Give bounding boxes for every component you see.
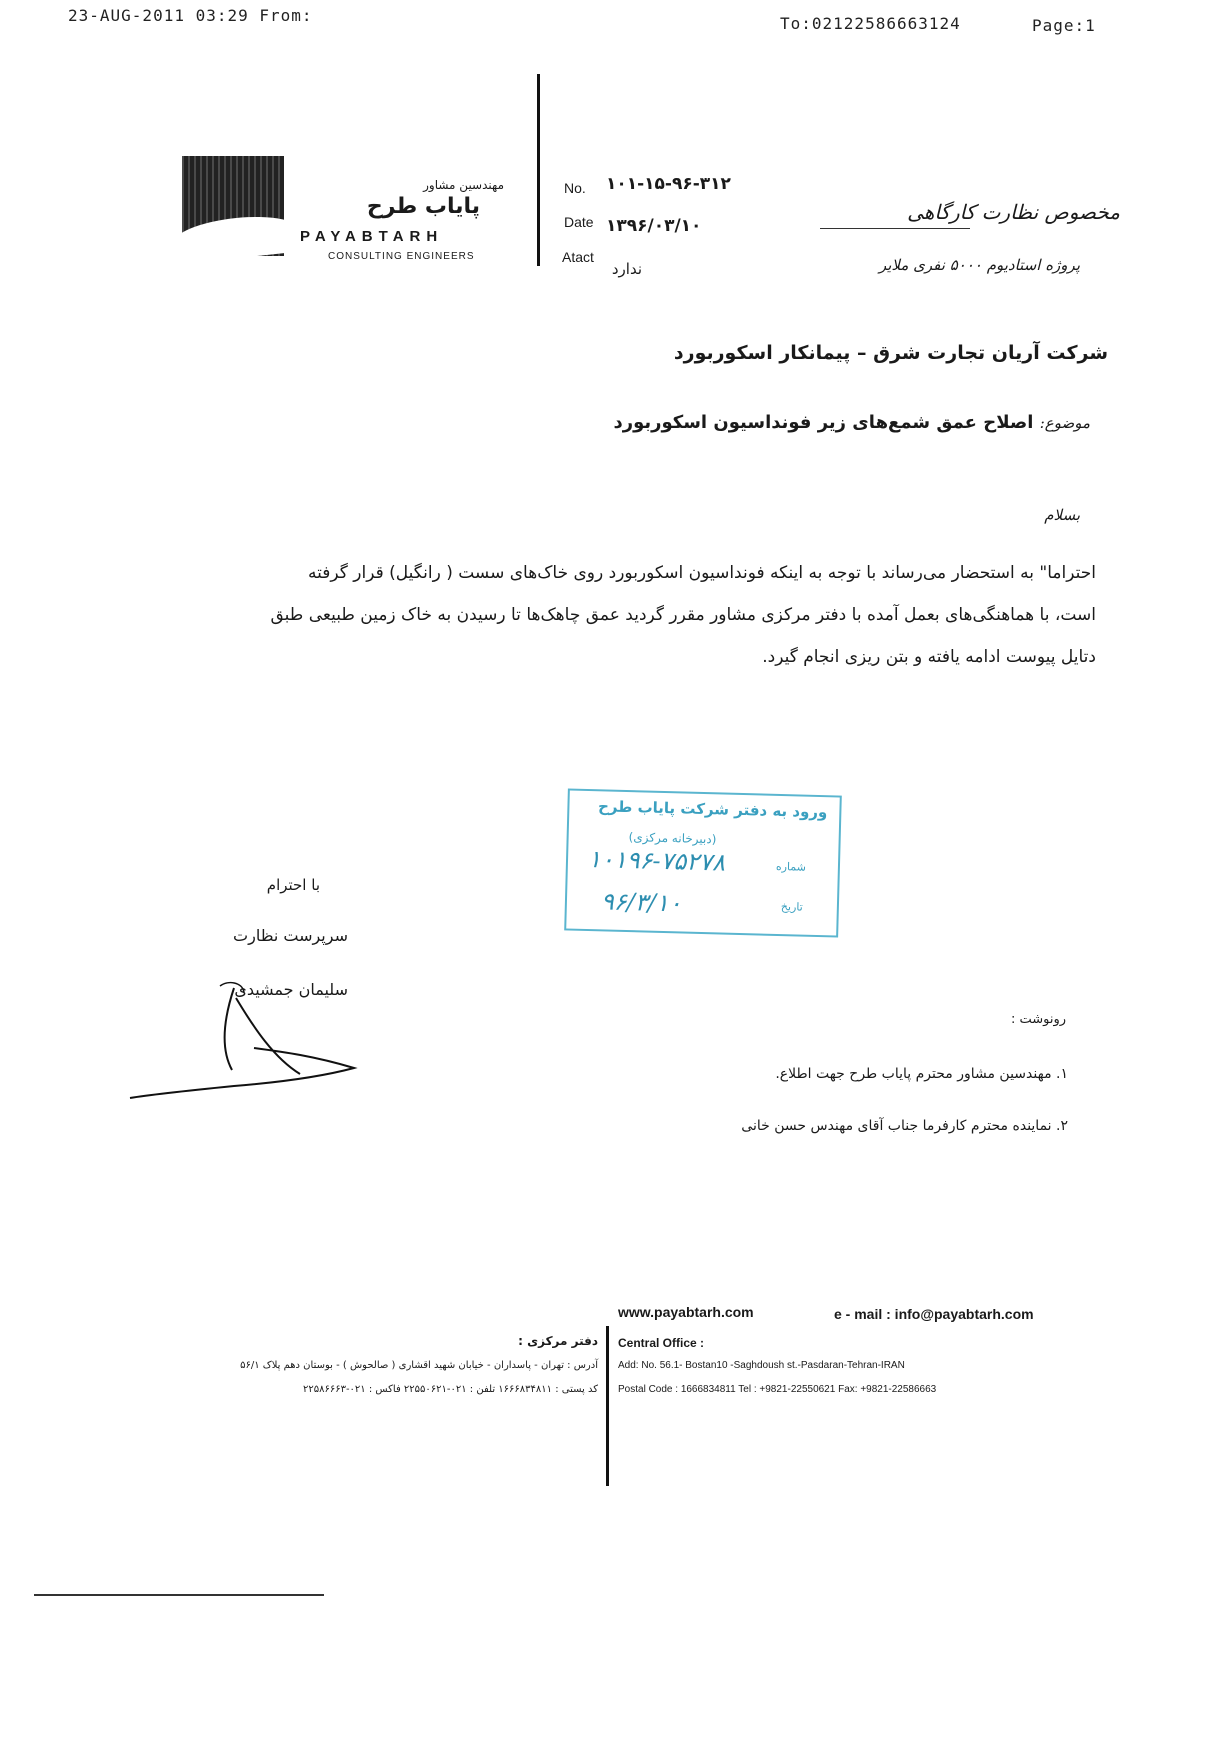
letter-number-value: ۱۰۱-۱۵-۹۶-۳۱۲ [606,174,731,194]
cc-item: ۱. مهندسین مشاور محترم پایاب طرح جهت اطلاع. [775,1066,1068,1082]
letter-body [134,552,1096,678]
letter-number-label: No. [564,180,586,196]
logo-name-en: PAYABTARH [300,228,444,245]
central-office-fa: دفتر مرکزی : [518,1334,598,1348]
logo-subtitle-fa: مهندسین مشاور [423,178,504,192]
signer-role: سرپرست نظارت [233,926,348,945]
footer-divider [606,1326,609,1486]
stamp-date-label: تاریخ [780,900,803,914]
cc-item: ۲. نماینده محترم کارفرما جناب آقای مهندس حسن خانی [741,1118,1068,1134]
letter-date-label: Date [564,214,594,230]
stamp-date: ۹۶/۳/۱۰ [600,887,682,918]
logo-name-fa: پایاب طرح [366,194,480,219]
cc-label: رونوشت : [1010,1012,1066,1027]
logo-subtitle-en: CONSULTING ENGINEERS [328,251,475,262]
fax-recipient-number: To:02122586663124 [780,14,961,33]
subject-label: موضوع: [1039,414,1090,432]
postal-en: Postal Code : 1666834811 Tel : +9821-22550621 Fax: +9821-22586663 [618,1384,937,1395]
project-name: پروژه استادیوم ۵۰۰۰ نفری ملایر [878,256,1080,274]
subject-line [560,412,1090,433]
subject-text: اصلاح عمق شمع‌های زیر فونداسیون اسکوربورد [613,412,1034,433]
body-line: است، با هماهنگی‌های بعمل آمده با دفتر مرکزی مشاور مقرر گردید عمق چاهک‌ها تا رسیدن به خاک زمین طبیعی طبق [270,605,1096,625]
footer-website: www.payabtarh.com [618,1304,754,1320]
stamp-number-label: شماره [775,859,807,874]
stamp-subtitle: (دبیرخانه مرکزی) [628,830,717,847]
closing: با احترام [266,876,320,894]
postal-fa: کد پستی : ۱۶۶۶۸۳۴۸۱۱ تلفن : ۰۲۱-۲۲۵۵۰۶۲۱ فاکس : ۰۲۱-۲۲۵۸۶۶۶۳ [302,1384,598,1395]
company-logo-mark [182,156,284,256]
header-divider [537,74,540,266]
bottom-rule [34,1594,324,1596]
body-line: احتراما" به استحضار می‌رساند با توجه به اینکه فونداسیون اسکوربورد روی خاک‌های سست ( رانگیل) قرار گرفته [308,563,1096,583]
central-office-en: Central Office : [618,1336,705,1350]
stamp-title: ورود به دفتر شرکت پایاب طرح [597,797,828,822]
handwritten-signature [124,978,374,1108]
signer-name: سلیمان جمشیدی [234,980,348,999]
fax-timestamp: 23-AUG-2011 03:29 From: [68,6,313,25]
footer-email: e - mail : info@payabtarh.com [834,1306,1034,1322]
received-stamp [564,788,842,937]
stamp-number: ۱۰۱۹۶-۷۵۲۷۸ [587,844,726,877]
site-office-underline [820,228,970,229]
address-fa: آدرس : تهران - پاسداران - خیابان شهید اقشاری ( صالحوش ) - بوستان دهم پلاک ۵۶/۱ [240,1360,598,1371]
body-line: دتایل پیوست ادامه یافته و بتن ریزی انجام گیرد. [762,647,1096,667]
letter-date-value: ۱۳۹۶/۰۳/۱۰ [606,216,702,236]
site-office-title: مخصوص نظارت کارگاهی [907,200,1120,224]
recipient: شرکت آریان تجارت شرق – پیمانکار اسکوربورد [673,342,1108,364]
greeting: بسلام [1044,506,1080,524]
attachment-value: ندارد [611,260,642,278]
address-en: Add: No. 56.1- Bostan10 -Saghdoush st.-Pasdaran-Tehran-IRAN [618,1360,905,1371]
attachment-label: Atact [562,249,594,265]
fax-page-number: Page:1 [1032,16,1096,35]
